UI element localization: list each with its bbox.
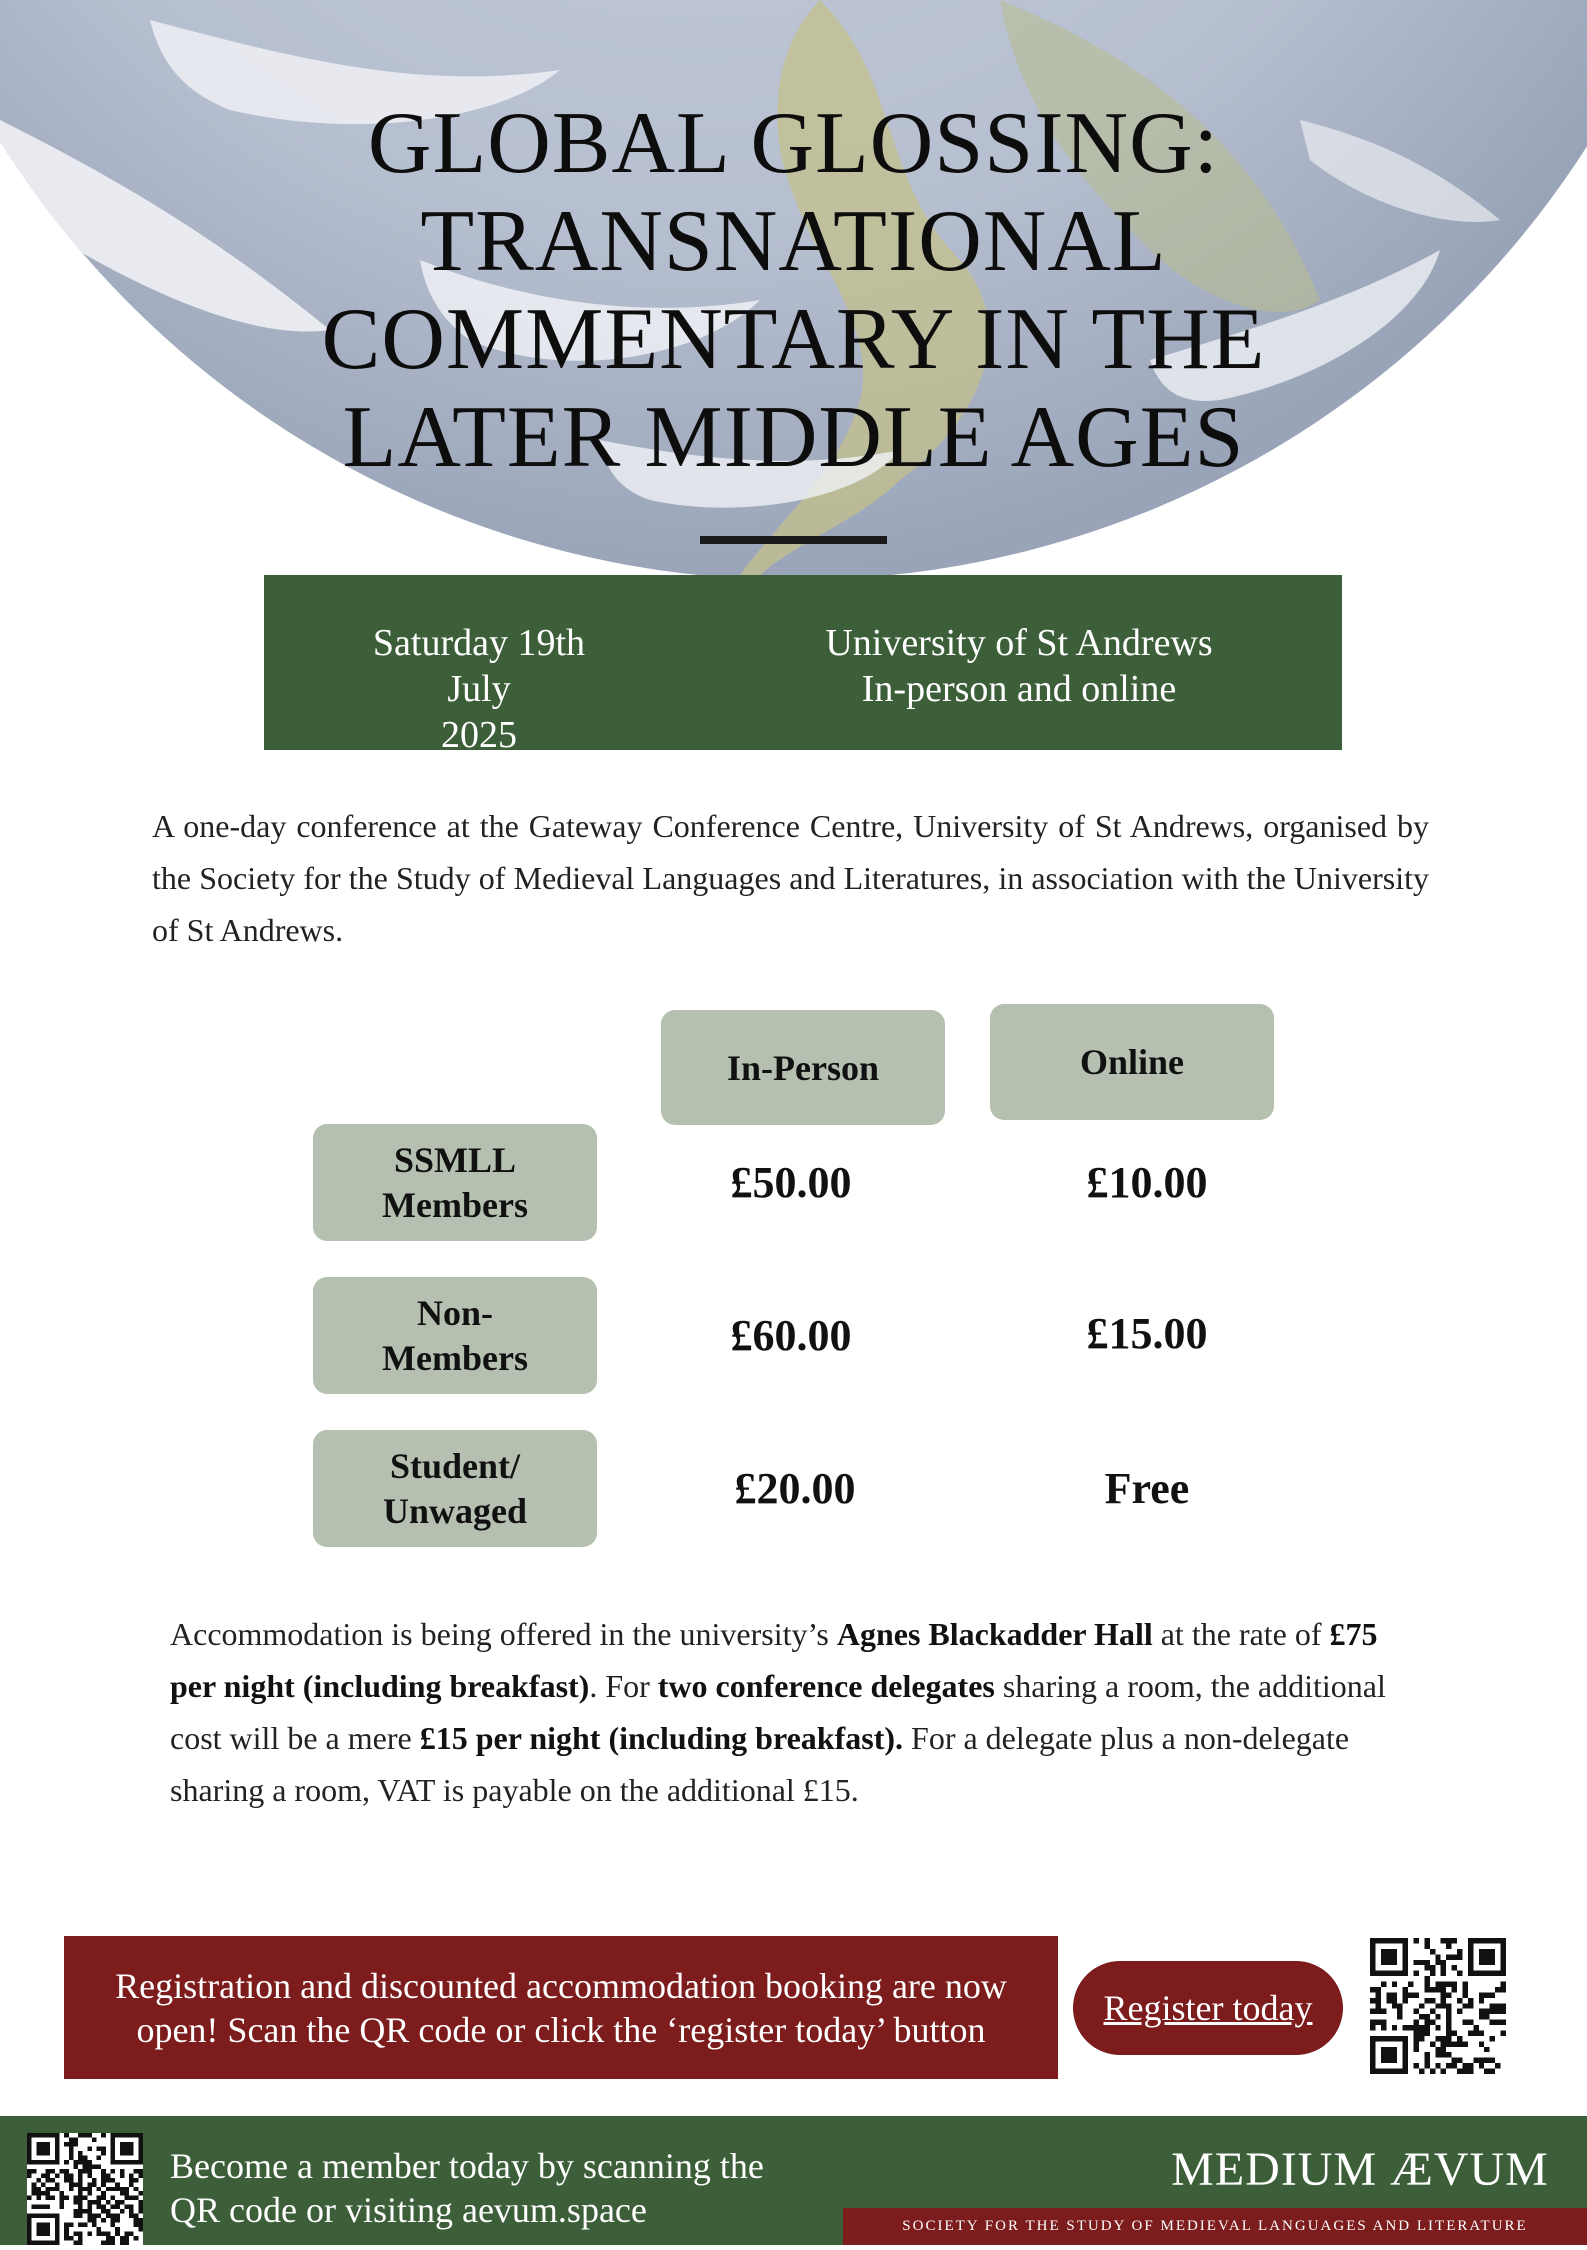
accom-text-5: For a delegate plus a non-delegate sharing a room, VAT is payable on the additional £15.: [170, 1720, 1350, 1808]
registration-banner: [64, 1936, 1058, 2079]
medium-aevum-logo: MEDIUM ÆVUM: [1171, 2143, 1549, 2196]
title-divider: [700, 536, 887, 544]
membership-line-2: QR code or visiting aevum.space: [170, 2190, 647, 2230]
event-date: [344, 620, 614, 758]
accommodation-paragraph: [170, 1608, 1430, 1816]
event-venue: [804, 620, 1234, 712]
event-venue-line-2: In-person and online: [861, 668, 1177, 710]
row-label-line-2: Members: [382, 1337, 528, 1378]
row-label-line-1: Non-: [416, 1292, 493, 1333]
accom-hall-name: Agnes Blackadder Hall: [836, 1616, 1153, 1652]
row-label-line-1: SSMLL: [393, 1139, 517, 1180]
event-venue-line-1: University of St Andrews: [825, 622, 1213, 664]
title-line-3: COMMENTARY IN THE: [321, 291, 1266, 388]
price-non-members-online: £15.00: [1086, 1309, 1208, 1358]
row-header-ssmll-members: [313, 1124, 597, 1241]
event-date-line-1: Saturday 19th July: [372, 622, 586, 710]
row-header-non-members: [313, 1277, 597, 1394]
accom-text-3: . For: [589, 1668, 658, 1704]
membership-line-1: Become a member today by scanning the: [170, 2146, 764, 2186]
title-line-1: GLOBAL GLOSSING:: [367, 95, 1220, 192]
register-today-button[interactable]: Register today: [1073, 1961, 1343, 2055]
row-header-student-unwaged: [313, 1430, 597, 1547]
event-date-line-2: 2025: [441, 714, 517, 756]
qr-code-icon[interactable]: [1370, 1938, 1506, 2074]
price-ssmll-online: £10.00: [1086, 1158, 1208, 1207]
society-tagline: SOCIETY FOR THE STUDY OF MEDIEVAL LANGUAGES AND LITERATURE: [843, 2208, 1587, 2245]
title-line-4: LATER MIDDLE AGES: [342, 389, 1245, 486]
registration-line-1: Registration and discounted accommodation booking are now: [115, 1965, 1007, 2006]
price-ssmll-in-person: £50.00: [730, 1158, 852, 1207]
conference-title: [0, 95, 1587, 487]
price-non-members-in-person: £60.00: [730, 1311, 852, 1360]
event-info-banner: [264, 575, 1342, 756]
column-header-online: Online: [990, 1004, 1274, 1120]
membership-text: [170, 2144, 850, 2232]
intro-paragraph: A one-day conference at the Gateway Conference Centre, University of St Andrews, organised by the Society for the Study of Medieval Languages and Literatures, in association with the University of St Andrews.: [152, 808, 1429, 948]
accom-two-delegates: two conference delegates: [657, 1668, 995, 1704]
row-label-line-2: Members: [382, 1184, 528, 1225]
accom-rate: £75 per night (including breakfast): [170, 1616, 1378, 1704]
title-line-2: TRANSNATIONAL: [420, 193, 1167, 290]
accom-text-2: at the rate of: [1152, 1616, 1330, 1652]
column-header-in-person: In-Person: [661, 1010, 945, 1125]
row-label-line-2: Unwaged: [382, 1490, 528, 1531]
price-student-online: Free: [1104, 1464, 1190, 1513]
registration-line-2: open! Scan the QR code or click the ‘register today’ button: [136, 2009, 986, 2050]
qr-code-icon[interactable]: [27, 2133, 143, 2245]
row-label-line-1: Student/: [389, 1445, 521, 1486]
accom-text-1: Accommodation is being offered in the university’s: [170, 1616, 837, 1652]
globe-header: [0, 0, 1587, 580]
accom-additional-rate: £15 per night (including breakfast).: [419, 1720, 904, 1756]
accom-text-4: sharing a room, the additional cost will be a mere: [170, 1668, 1386, 1756]
price-student-in-person: £20.00: [734, 1464, 856, 1513]
